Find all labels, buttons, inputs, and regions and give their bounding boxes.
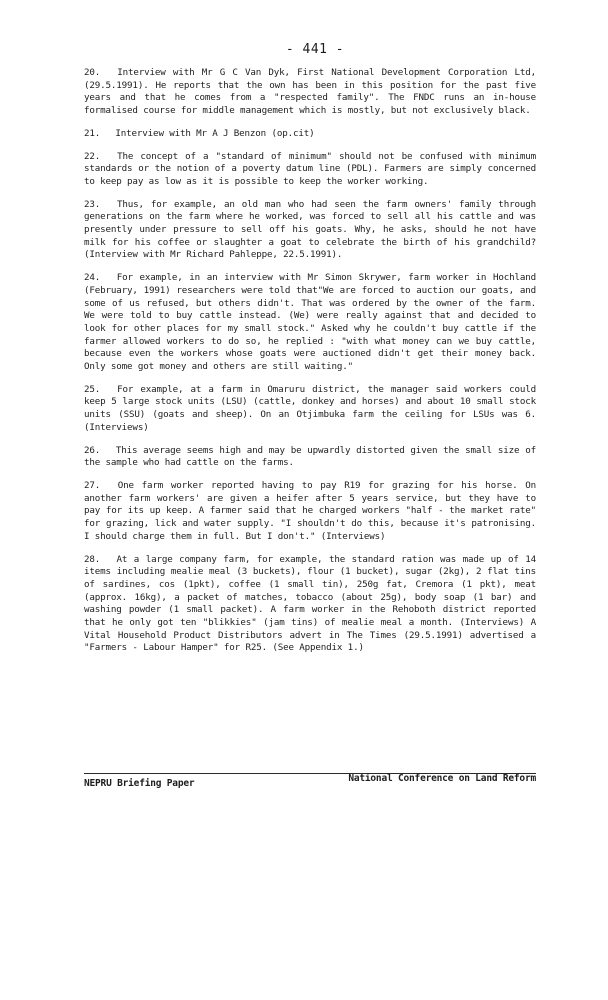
footer-conference: National Conference on Land Reform <box>348 773 536 784</box>
endnote-number: 25. <box>84 383 101 395</box>
page-number: - 441 - <box>285 42 345 57</box>
endnote-text: At a large company farm, for example, the standard ration was made up of 14 items including mealie meal (3 buckets), flour (1 bucket), sugar (2kg), 2 flat tins of sardines, cos (1pkt), coffee (1 small tin), 250g fat, Cremora (1 pkt), meat (approx. 16kg), a packet of matches, tobacco (about 25g), body soap (1 bar) and washing powder (1 small packet). A farm worker in the Rehoboth district reported that he only got ten "blikkies" (jam tins) of mealie meal a month. (Interviews) A Vital Household Product Distributors advert in The Times (29.5.1991) advertised a "Farmers - Labour Hamper" for R25. (See Appendix 1.) <box>84 553 536 654</box>
endnote-22 <box>84 151 536 189</box>
endnote-24 <box>84 272 536 374</box>
endnote-number: 27. <box>84 479 101 491</box>
endnote-23 <box>84 199 536 263</box>
endnote-21 <box>84 128 536 141</box>
endnote-26 <box>84 445 536 470</box>
endnote-number: 23. <box>84 198 101 210</box>
endnote-text: The concept of a "standard of minimum" should not be confused with minimum standards or the notion of a poverty datum line (PDL). Farmers are simply concerned to keep pay as low as it is possible to keep the worker working. <box>84 150 536 187</box>
endnote-text: This average seems high and may be upwardly distorted given the small size of the sample who had cattle on the farms. <box>84 444 536 469</box>
endnote-25 <box>84 384 536 435</box>
endnote-text: For example, in an interview with Mr Simon Skrywer, farm worker in Hochland (February, 1991) researchers were told that"We are forced to auction our goats, and some of us refused, but others didn't. That was ordered by the owner of the farm. We were told to buy cattle instead. (We) were really against that and decided to look for other places for my small stock." Asked why he couldn't buy cattle if the farmer allowed workers to do so, he replied : "with what money can we buy cattle, because even the workers whose goats were auctioned didn't get their money back. Only some got money and others are still waiting." <box>84 272 536 373</box>
endnote-number: 28. <box>84 553 101 565</box>
endnote-number: 22. <box>84 150 101 162</box>
endnote-28 <box>84 554 536 656</box>
endnote-text: Interview with Mr A J Benzon (op.cit) <box>115 127 315 139</box>
endnote-20 <box>84 67 536 118</box>
endnote-number: 21. <box>84 127 101 139</box>
endnote-27 <box>84 480 536 544</box>
endnote-text: For example, at a farm in Omaruru district, the manager said workers could keep 5 large stock units (LSU) (cattle, donkey and horses) and about 10 small stock units (SSU) (goats and sheep). On an Otjimbuka farm the ceiling for LSUs was 6. (Interviews) <box>84 383 536 433</box>
endnote-number: 20. <box>84 67 101 78</box>
footer-publication: NEPRU Briefing Paper <box>84 778 195 789</box>
endnote-text: Interview with Mr G C Van Dyk, First National Development Corporation Ltd, (29.5.1991). He reports that the own has been in this position for the past five years and that he comes from a "respected family". The FNDC runs an in-house formalised course for middle management which is mostly, but not exclusively black. <box>84 67 536 117</box>
endnote-number: 24. <box>84 272 101 284</box>
endnotes-list <box>84 67 536 665</box>
endnote-text: One farm worker reported having to pay R19 for grazing for his horse. On another farm workers' are given a heifer after 5 years service, but they have to pay for its up keep. A farmer said that he charged workers "half - the market rate" for grazing, lick and water supply. "I shouldn't do this, because it's patronising. I should charge them in full. But I don't." (Interviews) <box>84 479 536 542</box>
endnote-number: 26. <box>84 444 101 456</box>
endnote-text: Thus, for example, an old man who had seen the farm owners' family through generations on the farm where he worked, was forced to sell all his cattle and was presently under pressure to sell off his goats. Why, he asks, should he not have milk for his coffee or slaughter a goat to celebrate the birth of his grandchild? (Interview with Mr Richard Pahleppe, 22.5.1991). <box>84 198 536 261</box>
